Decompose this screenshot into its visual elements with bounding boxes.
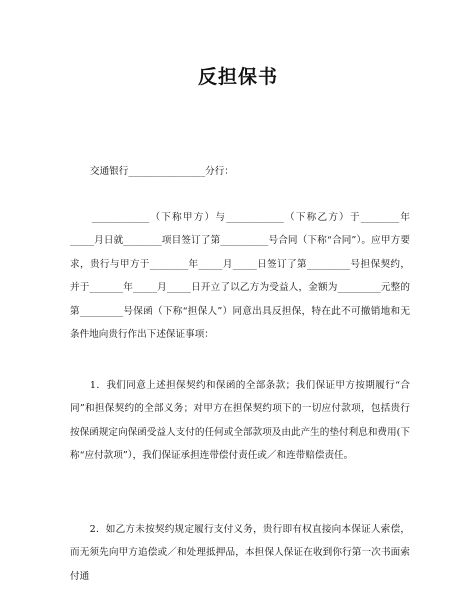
paragraph-intro: ____________（下称甲方）与____________（下称乙方）于________年_____月日就________项目签订了第__________号合同（下称“合同”）。应甲方要求，贵行与甲方于________年_____月_____日签订了第_________号担保契约，并于_______年_____月_____日开立了以乙方为受益人，金额为_________元整的第_________号保函（下称“担保人”）同意出具反担保，特在此不可撤销地和无条件地向贵行作出下述保证事项： <box>70 212 410 341</box>
salutation: 交通银行________________分行： <box>90 166 234 177</box>
paragraph-clause-2: 2．如乙方未按契约规定履行支付义务，贵行即有权直接向本保证人索偿，而无须先向甲方追偿或／和处理抵押品，本担保人保证在收到你行第一次书面索付通 <box>70 524 410 582</box>
document-title: 反担保书 <box>197 66 278 88</box>
paragraph-clause-1: 1．我们同意上述担保契约和保函的全部条款；我们保证甲方按期履行“合同”和担保契约的全部义务；对甲方在担保契约项下的一切应付款项，包括贵行按保函规定向保函受益人支付的任何或全部款项及由此产生的垫付利息和费用(下称“应付款项”），我们保证承担连带偿付责任或／和连带赔偿责任。 <box>70 380 410 462</box>
